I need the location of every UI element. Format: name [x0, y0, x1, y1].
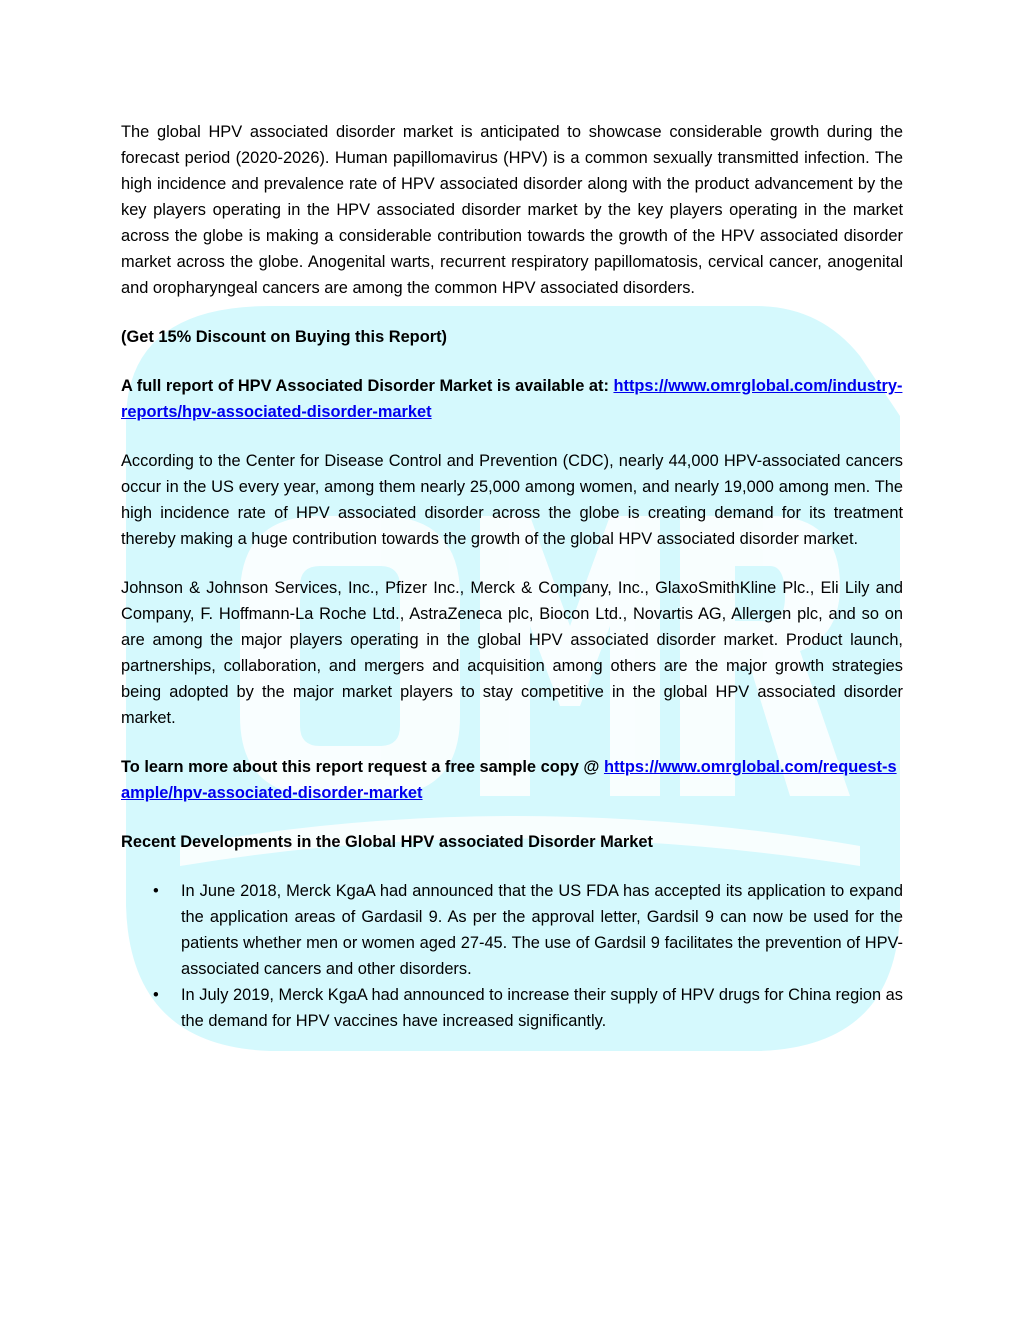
- developments-heading: Recent Developments in the Global HPV associated Disorder Market: [121, 833, 653, 851]
- full-report-label: A full report of HPV Associated Disorder Market is available at:: [121, 377, 614, 395]
- list-item: [121, 878, 903, 982]
- document-body: [121, 119, 903, 1034]
- cdc-paragraph: According to the Center for Disease Control and Prevention (CDC), nearly 44,000 HPV-associated cancers occur in the US every year, among them nearly 25,000 among women, and nearly 19,000 among men. The high incidence rate of HPV associated disorder across the globe is creating demand for its treatment thereby making a huge contribution towards the growth of the global HPV associated disorder market.: [121, 452, 903, 548]
- sample-label: To learn more about this report request a free sample copy @: [121, 758, 604, 776]
- discount-note: (Get 15% Discount on Buying this Report): [121, 328, 448, 346]
- list-item-text: In June 2018, Merck KgaA had announced that the US FDA has accepted its application to expand the application areas of Gardasil 9. As per the approval letter, Gardsil 9 can now be used for the patients whether men or women aged 27-45. The use of Gardsil 9 facilitates the prevention of HPV-associated cancers and other disorders.: [181, 882, 903, 978]
- players-paragraph: Johnson & Johnson Services, Inc., Pfizer Inc., Merck & Company, Inc., GlaxoSmithKline Plc., Eli Lily and Company, F. Hoffmann-La Roche Ltd., AstraZeneca plc, Biocon Ltd., Novartis AG, Allergen plc, and so on are among the major players operating in the global HPV associated disorder market. Product launch, partnerships, collaboration, and mergers and acquisition among others are the major growth strategies being adopted by the major market players to stay competitive in the global HPV associated disorder market.: [121, 579, 903, 727]
- sample-paragraph: [121, 754, 903, 806]
- full-report-link[interactable]: https://www.omrglobal.com/industry-reports/hpv-associated-disorder-market: [121, 377, 903, 421]
- full-report-paragraph: [121, 373, 903, 425]
- bullet-icon: •: [153, 986, 159, 1004]
- list-item-text: In July 2019, Merck KgaA had announced to increase their supply of HPV drugs for China region as the demand for HPV vaccines have increased significantly.: [181, 986, 903, 1030]
- intro-paragraph: The global HPV associated disorder market is anticipated to showcase considerable growth during the forecast period (2020-2026). Human papillomavirus (HPV) is a common sexually transmitted infection. The high incidence and prevalence rate of HPV associated disorder along with the product advancement by the key players operating in the HPV associated disorder market by the key players operating in the market across the globe is making a considerable contribution towards the growth of the HPV associated disorder market across the globe. Anogenital warts, recurrent respiratory papillomatosis, cervical cancer, anogenital and oropharyngeal cancers are among the common HPV associated disorders.: [121, 123, 903, 297]
- list-item: [121, 982, 903, 1034]
- sample-link[interactable]: https://www.omrglobal.com/request-sample/hpv-associated-disorder-market: [121, 758, 897, 802]
- bullet-icon: •: [153, 882, 159, 900]
- developments-list: [121, 878, 903, 1034]
